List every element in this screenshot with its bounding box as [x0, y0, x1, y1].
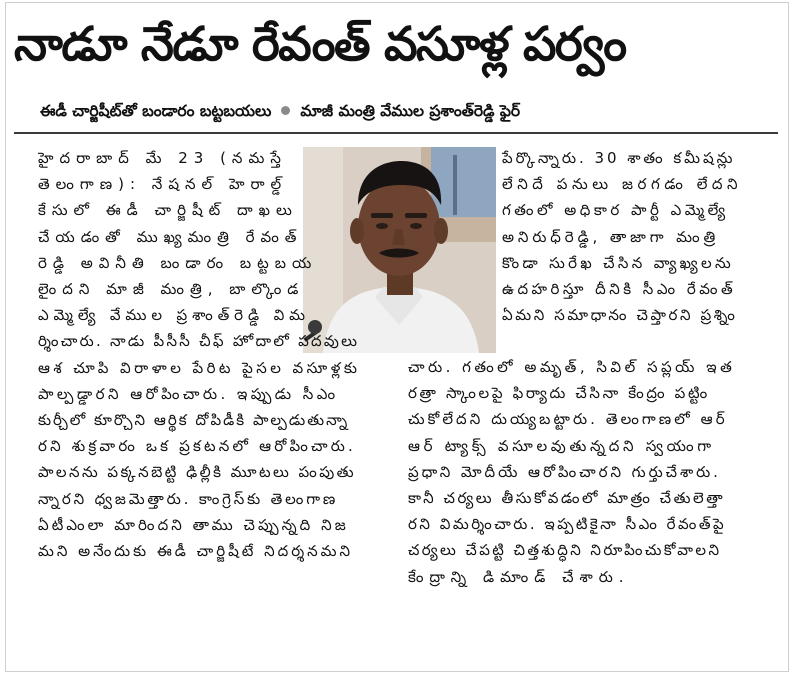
article-line: అనిరుధ్‌రెడ్డి, తాజాగా మంత్రి: [502, 227, 720, 246]
article-line: రని విమర్శించారు. ఇప్పటికైనా సీఎం రేవంత్‌పై: [408, 515, 727, 534]
article-line: రని శుక్రవారం ఒక ప్రకటనలో ఆరోపించారు.: [38, 437, 356, 456]
article-line: చారు. గతంలో అమృత్, సివిల్ సప్లయ్ ఇత: [408, 358, 736, 376]
bullet-separator-icon: [281, 106, 290, 115]
article-line: ఏమని సమాధానం చెప్తారని ప్రశ్నిం: [502, 306, 738, 325]
article-line: తెలంగాణ): నేషనల్ హెరాల్డ్: [38, 175, 288, 194]
article-line: ఉదహరిస్తూ దీనికి సీఎం రేవంత్: [502, 280, 737, 298]
article-line: న్నారని ధ్వజమెత్తారు. కాంగ్రెస్‌కు తెలంగాణ: [38, 489, 339, 508]
article-line: పేర్కొన్నారు. 30 శాతం కమీషన్లు: [502, 149, 736, 167]
article-line: మని అనేందుకు ఈడీ చార్జిషీటే నిదర్శనమని: [38, 542, 354, 560]
article-line: లైందని మాజీ మంత్రి, బాల్కొండ: [38, 280, 305, 298]
article-line: ఆశ చూపి విరాళాల పేరిట పైసల వసూళ్లకు: [38, 358, 361, 377]
article-line: రెడ్డి అవినీతి బండారం బట్టబయ: [38, 253, 318, 272]
article-line: ఆర్ ట్యాక్స్ వసూలవుతున్నదని స్వయంగా: [408, 436, 715, 455]
article-line: చేయడంతో ముఖ్యమంత్రి రేవంత్: [38, 227, 303, 246]
article-line: రత్రా స్కాంలపై ఫిర్యాదు చేసినా కేంద్రం పట్టిం: [408, 384, 710, 403]
article-line: కుర్చీలో కూర్చొని ఆర్థిక దోపిడీకి పాల్పడుతున్నా: [38, 411, 350, 429]
subheadline-right: మాజీ మంత్రి వేముల ప్రశాంత్‌రెడ్డి ఫైర్: [300, 102, 521, 120]
article-line: గతంలో అధికార పార్టీ ఎమ్మెల్యే: [502, 201, 729, 220]
article-line: కేంద్రాన్ని డిమాండ్ చేశారు.: [408, 567, 630, 586]
article-line: చర్యలు చేపట్టి చిత్తశుద్ధిని నిరూపించుకోవాలని: [408, 541, 722, 560]
article-line: ప్రధాని మోదీయే ఆరోపించారని గుర్తుచేశారు.: [408, 462, 721, 481]
article-line: కేసులో ఈడీ చార్జిషీట్ దాఖలు: [38, 201, 298, 220]
article-line: కొండా సురేఖ చేసిన వ్యాఖ్యలను: [502, 253, 735, 272]
article-line: చుకోలేదని దుయ్యబట్టారు. తెలంగాణలో ఆర్: [408, 410, 728, 429]
article-line: లేనిదే పనులు జరగడం లేదని: [502, 175, 743, 194]
subheadline: [40, 96, 780, 126]
article-line: ర్శించారు. నాడు పీసీసీ చీఫ్ హోదాలో పదవులు: [38, 332, 360, 351]
headline-divider: [14, 132, 778, 134]
headline: నాడూ నేడూ రేవంత్ వసూళ్ల పర్వం: [14, 17, 626, 72]
article-line: ఎమ్మెల్యే వేముల ప్రశాంత్‌రెడ్డి విమ: [38, 306, 310, 325]
article-line: పాల్పడ్డారని ఆరోపించారు. ఇప్పుడు సీఎం: [38, 384, 339, 403]
article-line: ఏటీఎంలా మారిందని తాము చెప్పున్నది నిజ: [38, 515, 349, 534]
article-line: కానీ చర్యలు తీసుకోవడంలో మాత్రం చేతులెత్తా: [408, 489, 726, 507]
article-line: పాలనను పక్కనబెట్టి ఢిల్లీకి మూటలు పంపుతు: [38, 463, 356, 482]
subheadline-left: ఈడీ చార్జిషీట్‌తో బండారం బట్టబయలు: [40, 102, 272, 120]
article-line: హైదరాబాద్ మే 23 (నమస్తే: [38, 149, 287, 167]
